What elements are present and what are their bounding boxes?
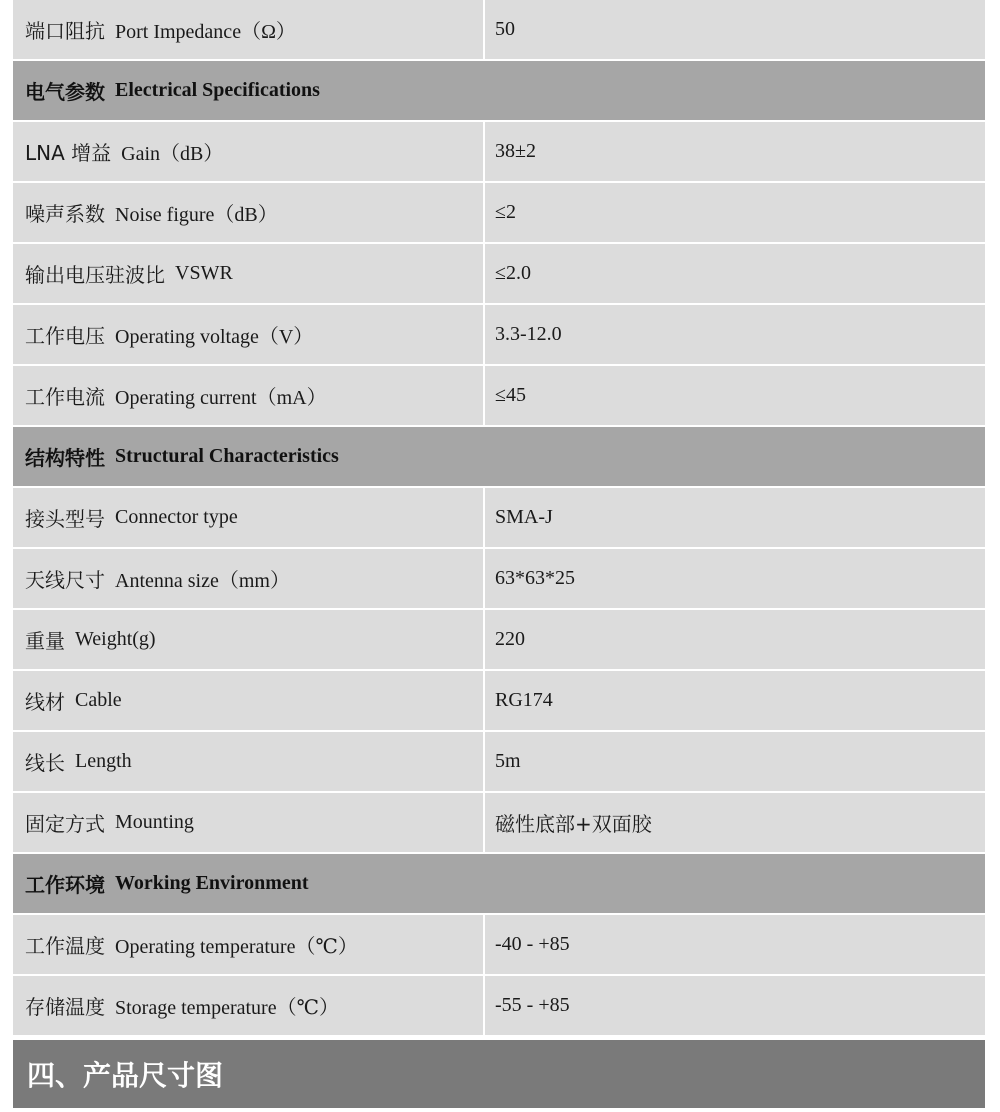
section-title-en: Working Environment (115, 872, 309, 894)
spec-label-en: Length (75, 750, 132, 772)
spec-label-en: Mounting (115, 811, 194, 833)
spec-label-cn: 存储温度 (25, 995, 105, 1019)
spec-value: 38±2 (485, 122, 985, 181)
spec-row-operating-current (13, 366, 985, 425)
spec-row-length (13, 732, 985, 791)
spec-value: RG174 (485, 671, 985, 730)
spec-label-en: Connector type (115, 506, 238, 528)
spec-label-cn: 重量 (25, 629, 65, 653)
spec-label-en: Port Impedance（Ω） (115, 21, 296, 43)
spec-label-cn: 线材 (25, 690, 65, 714)
spec-value: ≤2.0 (485, 244, 985, 303)
spec-label-cn: 固定方式 (25, 812, 105, 836)
spec-label-en: Cable (75, 689, 122, 711)
spec-label-cn: 线长 (25, 751, 65, 775)
spec-label-en: Gain（dB） (121, 143, 224, 165)
section-title-cn: 工作环境 (25, 873, 105, 897)
spec-label (13, 671, 483, 730)
spec-row-antenna-size (13, 549, 985, 608)
spec-row-noise-figure (13, 183, 985, 242)
section-title-en: Electrical Specifications (115, 79, 320, 101)
spec-label (13, 488, 483, 547)
spec-row-port-impedance (13, 0, 985, 59)
spec-label-en: Noise figure（dB） (115, 204, 278, 226)
spec-label (13, 122, 483, 181)
spec-value: 5m (485, 732, 985, 791)
spec-label-cn: 工作温度 (25, 934, 105, 958)
spec-value: ≤2 (485, 183, 985, 242)
spec-label-cn: 噪声系数 (25, 202, 105, 226)
spec-label-en: Operating current（mA） (115, 387, 327, 409)
spec-label-cn: 天线尺寸 (25, 568, 105, 592)
spec-row-operating-voltage (13, 305, 985, 364)
spec-label-cn: 接头型号 (25, 507, 105, 531)
spec-value: -40 - +85 (485, 915, 985, 974)
spec-label-cn: 端口阻抗 (25, 19, 105, 43)
section-title-cn: 结构特性 (25, 446, 105, 470)
spec-label-en: Antenna size（mm） (115, 570, 290, 592)
spec-label (13, 732, 483, 791)
spec-label (13, 976, 483, 1035)
spec-label-cn: 输出电压驻波比 (25, 263, 165, 287)
spec-value: 磁性底部+双面胶 (485, 793, 985, 852)
spec-value: 220 (485, 610, 985, 669)
spec-label-en: VSWR (175, 262, 233, 284)
spec-label (13, 549, 483, 608)
spec-label-cn: LNA 增益 (25, 141, 112, 165)
section-title (13, 427, 985, 486)
spec-row-weight (13, 610, 985, 669)
spec-table (13, 0, 985, 1037)
section-title-cn: 电气参数 (25, 80, 105, 104)
spec-label-en: Storage temperature（℃） (115, 997, 339, 1019)
spec-value: ≤45 (485, 366, 985, 425)
section-title (13, 854, 985, 913)
section-banner-title: 四、产品尺寸图 (27, 1059, 224, 1092)
spec-row-storage-temperature (13, 976, 985, 1035)
spec-row-vswr (13, 244, 985, 303)
spec-value: -55 - +85 (485, 976, 985, 1035)
spec-label (13, 793, 483, 852)
spec-value: 3.3-12.0 (485, 305, 985, 364)
spec-label (13, 305, 483, 364)
spec-value: SMA-J (485, 488, 985, 547)
spec-label (13, 610, 483, 669)
spec-label (13, 366, 483, 425)
spec-row-gain (13, 122, 985, 181)
spec-row-connector-type (13, 488, 985, 547)
spec-row-mounting (13, 793, 985, 852)
spec-label-cn: 工作电压 (25, 324, 105, 348)
spec-label (13, 915, 483, 974)
spec-label-cn: 工作电流 (25, 385, 105, 409)
spec-label-en: Operating temperature（℃） (115, 936, 358, 958)
section-banner-product-dimensions (13, 1040, 985, 1108)
spec-value: 63*63*25 (485, 549, 985, 608)
section-header-environment (13, 854, 985, 913)
spec-value: 50 (485, 0, 985, 59)
section-title (13, 61, 985, 120)
spec-row-cable (13, 671, 985, 730)
spec-label (13, 244, 483, 303)
section-header-electrical (13, 61, 985, 120)
section-title-en: Structural Characteristics (115, 445, 339, 467)
section-header-structural (13, 427, 985, 486)
spec-label-en: Weight(g) (75, 628, 156, 650)
spec-row-operating-temperature (13, 915, 985, 974)
spec-label (13, 0, 483, 59)
spec-label-en: Operating voltage（V） (115, 326, 314, 348)
spec-label (13, 183, 483, 242)
